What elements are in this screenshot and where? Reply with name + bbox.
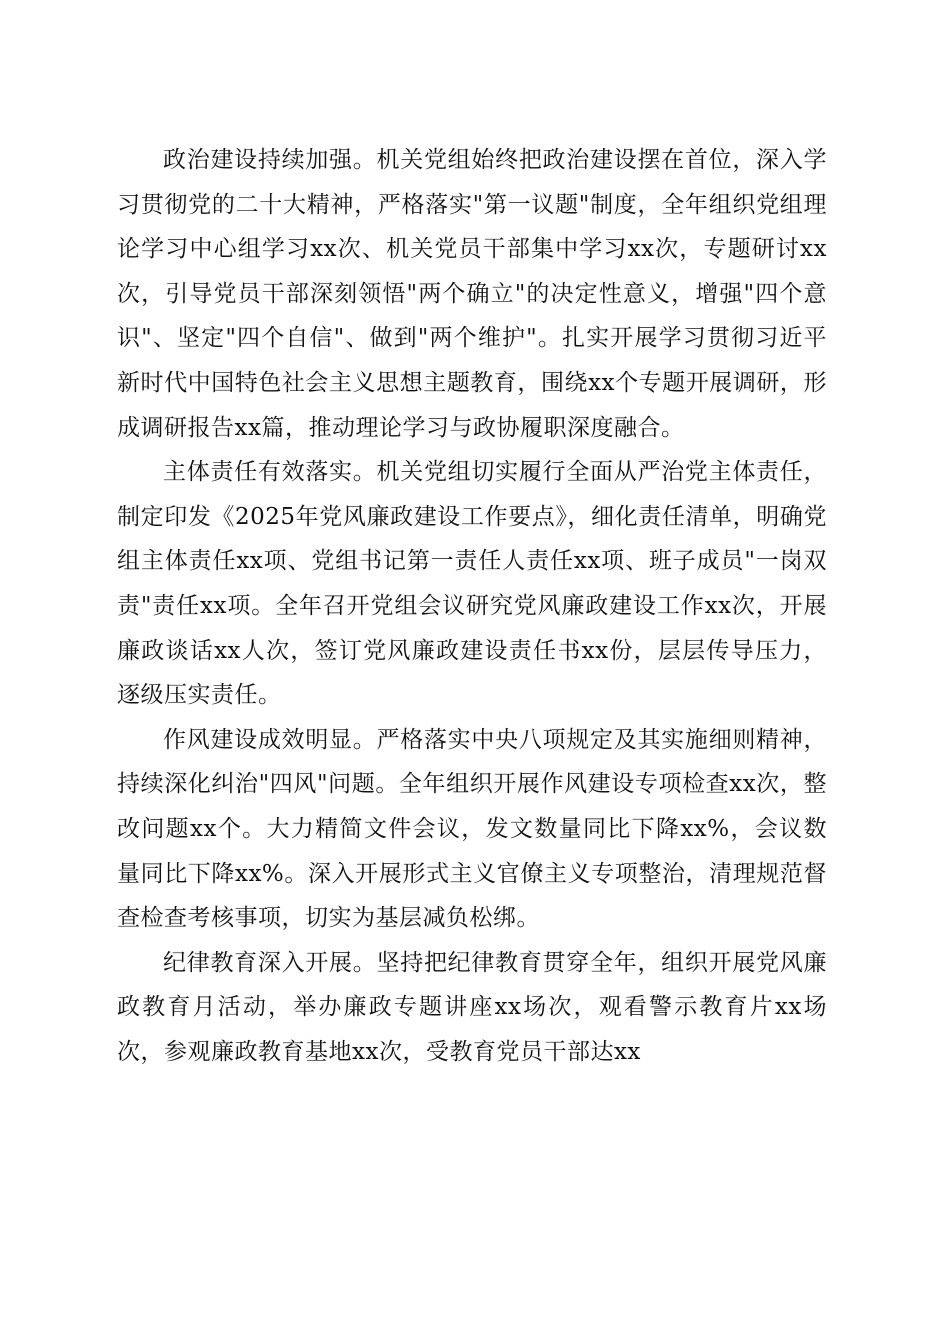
document-body xyxy=(117,138,827,1074)
paragraph-political-building: 政治建设持续加强。机关党组始终把政治建设摆在首位，深入学习贯彻党的二十大精神，严格落实"第一议题"制度，全年组织党组理论学习中心组学习xx次、机关党员干部集中学习xx次，专题研讨xx次，引导党员干部深刻领悟"两个确立"的决定性意义，增强"四个意识"、坚定"四个自信"、做到"两个维护"。扎实开展学习贯彻习近平新时代中国特色社会主义思想主题教育，围绕xx个专题开展调研，形成调研报告xx篇，推动理论学习与政协履职深度融合。 xyxy=(117,147,827,441)
paragraph-work-style: 作风建设成效明显。严格落实中央八项规定及其实施细则精神，持续深化纠治"四风"问题。全年组织开展作风建设专项检查xx次，整改问题xx个。大力精简文件会议，发文数量同比下降xx%，会议数量同比下降xx%。深入开展形式主义官僚主义专项整治，清理规范督查检查考核事项，切实为基层减负松绑。 xyxy=(117,726,827,932)
paragraph-main-responsibility: 主体责任有效落实。机关党组切实履行全面从严治党主体责任，制定印发《2025年党风廉政建设工作要点》，细化责任清单，明确党组主体责任xx项、党组书记第一责任人责任xx项、班子成员"一岗双责"责任xx项。全年召开党组会议研究党风廉政建设工作xx次，开展廉政谈话xx人次，签订党风廉政建设责任书xx份，层层传导压力，逐级压实责任。 xyxy=(117,459,827,709)
paragraph-discipline-education: 纪律教育深入开展。坚持把纪律教育贯穿全年，组织开展党风廉政教育月活动，举办廉政专题讲座xx场次，观看警示教育片xx场次，参观廉政教育基地xx次，受教育党员干部达xx xyxy=(117,949,827,1065)
